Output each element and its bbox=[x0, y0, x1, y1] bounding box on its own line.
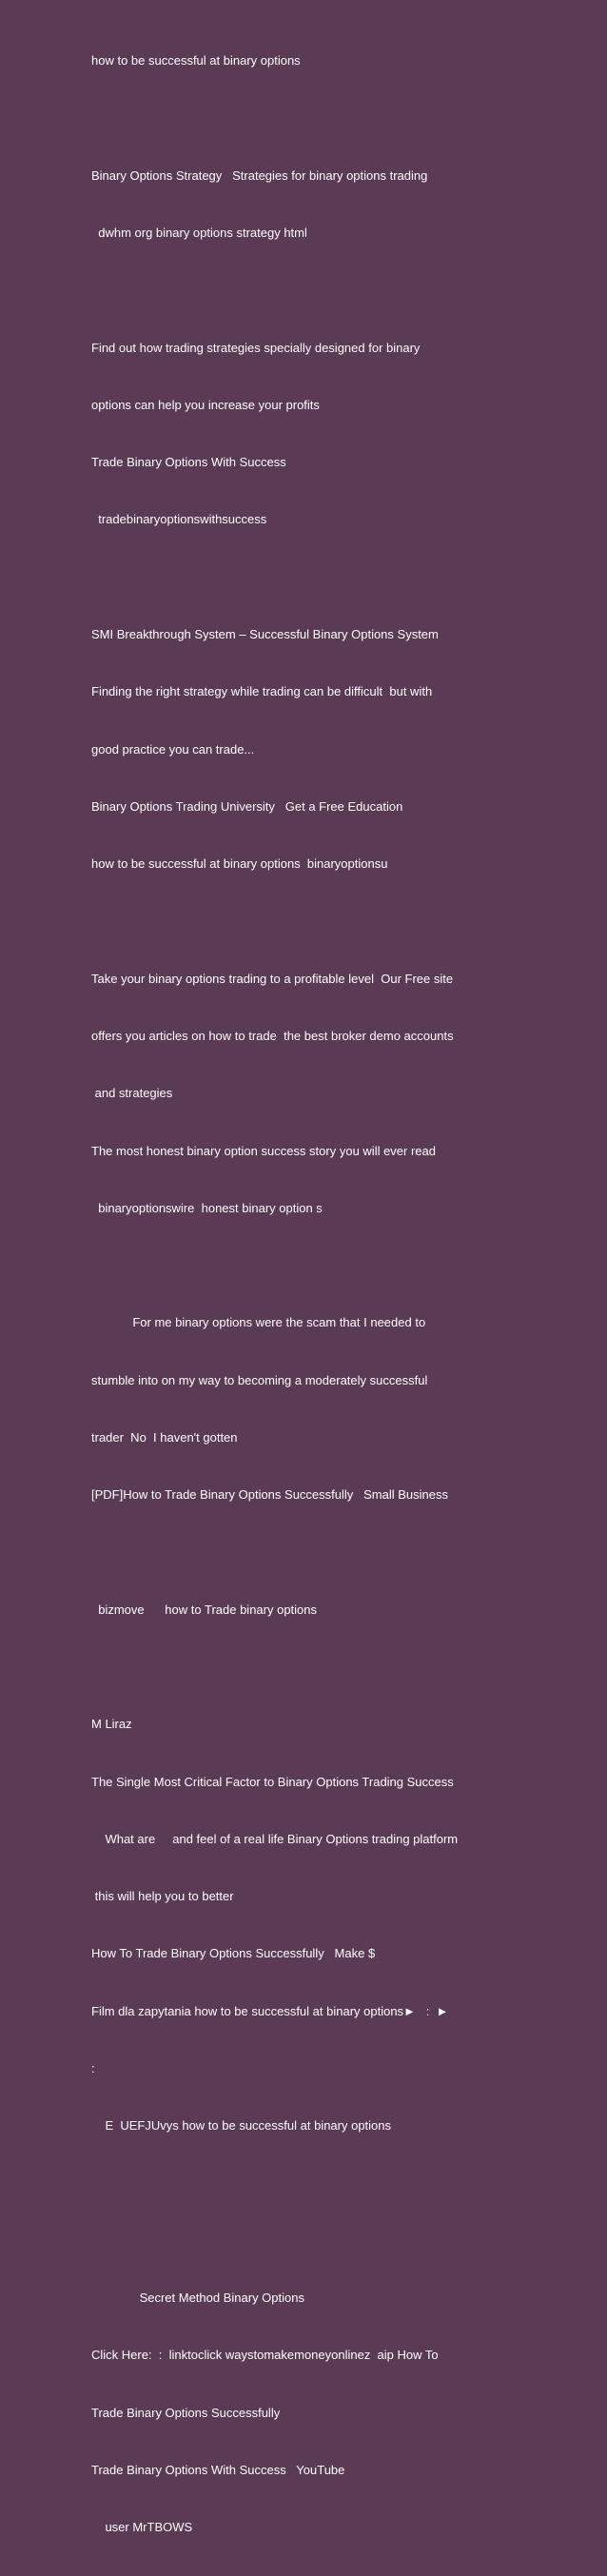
text-line: tradebinaryoptionswithsuccess bbox=[91, 512, 267, 527]
document-text bbox=[91, 13, 510, 2576]
text-line: Film dla zapytania how to be successful at binary options► : ► bbox=[91, 2003, 449, 2018]
text-line: [PDF]How to Trade Binary Options Successfully Small Business bbox=[91, 1487, 448, 1503]
text-line: The Single Most Critical Factor to Binary Options Trading Success bbox=[91, 1774, 454, 1789]
text-line: Binary Options Trading University Get a Free Education bbox=[91, 798, 403, 814]
text-line bbox=[91, 1256, 510, 1275]
text-line: trader No I haven't gotten bbox=[91, 1429, 238, 1445]
text-line: Trade Binary Options With Success bbox=[91, 455, 286, 470]
text-line bbox=[91, 568, 510, 587]
text-line: Find out how trading strategies specially designed for binary bbox=[91, 340, 421, 355]
text-line: The most honest binary option success story you will ever read bbox=[91, 1143, 437, 1158]
text-line: user MrTBOWS bbox=[91, 2520, 193, 2535]
text-line: Trade Binary Options Successfully bbox=[91, 2405, 281, 2420]
text-line: What are and feel of a real life Binary Options trading platform bbox=[91, 1831, 459, 1846]
text-line bbox=[91, 912, 510, 931]
text-line: this will help you to better bbox=[91, 1889, 234, 1904]
text-line: Take your binary options trading to a profitable level Our Free site bbox=[91, 971, 454, 986]
text-line: bizmove how to Trade binary options bbox=[91, 1602, 318, 1617]
text-line: dwhm org binary options strategy html bbox=[91, 226, 307, 241]
text-line: stumble into on my way to becoming a moderately successful bbox=[91, 1372, 428, 1387]
text-line bbox=[91, 281, 510, 300]
text-line bbox=[91, 1658, 510, 1677]
text-line: options can help you increase your profits bbox=[91, 397, 320, 412]
text-line bbox=[91, 1544, 510, 1563]
text-line: Trade Binary Options With Success YouTube bbox=[91, 2463, 345, 2477]
text-line: how to be successful at binary options bbox=[91, 53, 301, 69]
text-line: E UEFJUvys how to be successful at binary options bbox=[91, 2118, 392, 2134]
text-line: Finding the right strategy while trading can be difficult but with bbox=[91, 684, 433, 699]
text-line: binaryoptionswire honest binary option s bbox=[91, 1200, 323, 1215]
text-line: How To Trade Binary Options Successfully Make $ bbox=[91, 1946, 376, 1961]
text-line: Secret Method Binary Options bbox=[91, 2291, 304, 2306]
text-line: how to be successful at binary options binaryoptionsu bbox=[91, 856, 388, 872]
text-line bbox=[91, 2174, 510, 2193]
text-line: offers you articles on how to trade the best broker demo accounts bbox=[91, 1028, 454, 1043]
text-line: SMI Breakthrough System – Successful Binary Options System bbox=[91, 627, 439, 641]
text-line: M Liraz bbox=[91, 1717, 132, 1732]
text-line: and strategies bbox=[91, 1086, 173, 1101]
text-line: Click Here: : linktoclick waystomakemoneyonlinez aip How To bbox=[91, 2348, 439, 2363]
text-line bbox=[91, 108, 510, 128]
text-line: For me binary options were the scam that I needed to bbox=[91, 1315, 426, 1330]
text-line: Binary Options Strategy Strategies for binary options trading bbox=[91, 167, 428, 183]
text-line bbox=[91, 2232, 510, 2251]
text-line: good practice you can trade... bbox=[91, 741, 255, 757]
text-line: : bbox=[91, 2061, 95, 2076]
